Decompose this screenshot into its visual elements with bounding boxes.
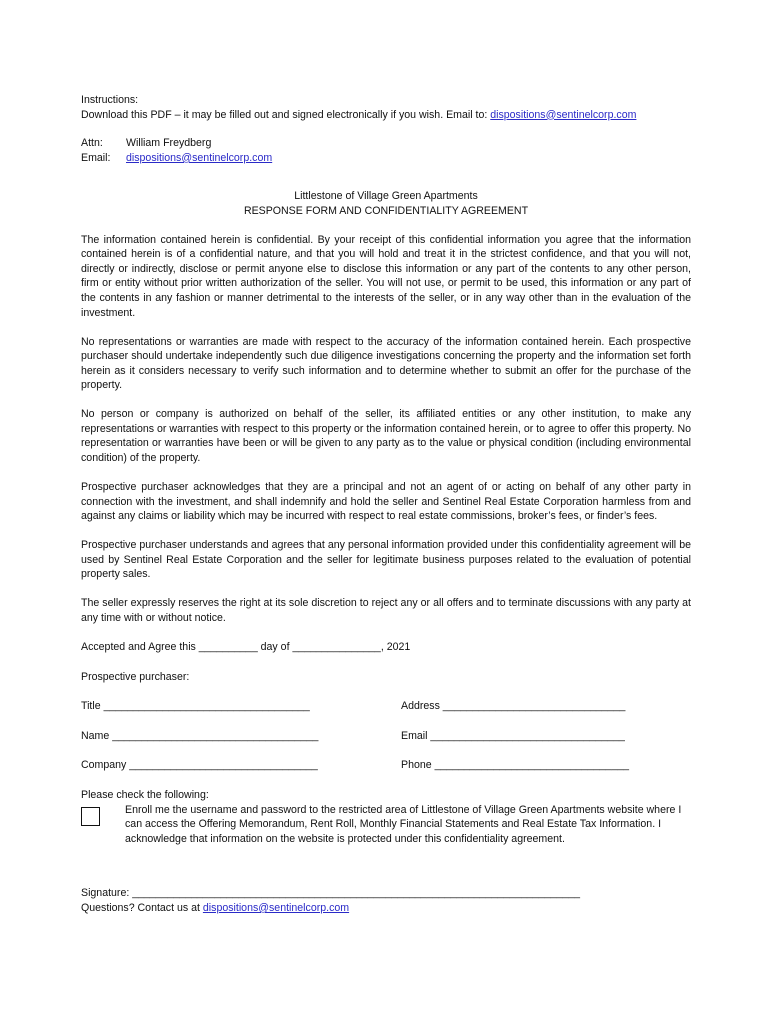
fields-row-1 — [81, 699, 691, 714]
enroll-text: Enroll me the username and password to the restricted area of Littlestone of Village Green Apartments website where I can access the Offering Memorandum, Rent Roll, Monthly Financial Statements and Real Estate Tax Information. I acknowledge that information on the website is protected under this confidentiality agreement. — [125, 803, 682, 845]
email-row — [81, 151, 691, 166]
fields-row-3 — [81, 758, 691, 773]
enroll-row — [81, 803, 691, 847]
questions-email-link[interactable]: dispositions@sentinelcorp.com — [202, 901, 350, 914]
instructions-label: Instructions: — [81, 94, 139, 106]
fields-row-2 — [81, 729, 691, 744]
document-page — [81, 93, 691, 916]
download-email-link[interactable]: dispositions@sentinelcorp.com — [490, 108, 637, 121]
attn-label: Attn: — [81, 137, 103, 150]
paragraph-no-representations: No representations or warranties are made with respect to the accuracy of the information contained herein. Each prospective purchaser should undertake independently such due diligence investigations concerning the property and the information set forth herein as it considers necessary to verify such information and to determine whether to submit an offer for the purchase of the property. — [81, 335, 691, 392]
download-instructions — [81, 108, 691, 123]
contact-email-link[interactable]: dispositions@sentinelcorp.com — [126, 151, 273, 164]
paragraph-seller-rights: The seller expressly reserves the right at its sole discretion to reject any or all offers and to terminate discussions with any party at any time with or without notice. — [81, 597, 691, 624]
property-name: Littlestone of Village Green Apartments — [294, 190, 478, 203]
email-field[interactable]: Email _________________________________ — [401, 729, 625, 742]
check-label: Please check the following: — [81, 788, 209, 801]
purchaser-label: Prospective purchaser: — [81, 670, 190, 683]
paragraph-confidentiality: The information contained herein is confidential. By your receipt of this confidential information you agree that the information contained herein is of a confidential nature, and that you will hold and treat it in the strictest confidence, and that you will not, directly or indirectly, disclose or permit anyone else to disclose this information or any part of the contents to any other person, firm or entity without prior written authorization of the seller. You will not use, or permit to be used, this information or any part of the contents in any fashion or manner detrimental to the interests of the seller, or in any way other than in the evaluation of the investment. — [81, 233, 691, 319]
enroll-checkbox[interactable] — [81, 807, 100, 826]
paragraph-principal: Prospective purchaser acknowledges that they are a principal and not an agent of or acting on behalf of any other party in connection with the investment, and shall indemnify and hold the seller and Sentinel Real Estate Corporation harmless from and against any claims or liability which may be incurred with respect to real estate commissions, broker’s fees, or finder’s fees. — [81, 481, 691, 523]
questions-line — [81, 901, 691, 916]
attn-value: William Freydberg — [126, 137, 212, 150]
accept-line[interactable]: Accepted and Agree this __________ day of _______________, 2021 — [81, 640, 411, 653]
company-field[interactable]: Company ________________________________ — [81, 759, 318, 772]
paragraph-no-authorization: No person or company is authorized on behalf of the seller, its affiliated entities or any other institution, to make any representations or warranties with respect to this property or the information contained herein, or to agree to offer this property. No representation or warranties have been or will be given to any party as to the value or physical condition (including environmental condition) of the property. — [81, 408, 691, 465]
attn-row — [81, 136, 691, 151]
name-field[interactable]: Name ___________________________________ — [81, 729, 319, 742]
questions-text: Questions? Contact us at — [81, 901, 203, 914]
phone-field[interactable]: Phone _________________________________ — [401, 759, 630, 772]
download-text: Download this PDF – it may be filled out and signed electronically if you wish. Email to: — [81, 108, 491, 121]
signature-line[interactable]: Signature: ____________________________________________________________________________ — [81, 887, 581, 900]
address-field[interactable]: Address _______________________________ — [401, 700, 626, 713]
title-field[interactable]: Title ___________________________________ — [81, 700, 310, 713]
form-title: RESPONSE FORM AND CONFIDENTIALITY AGREEMENT — [243, 204, 529, 217]
paragraph-personal-info: Prospective purchaser understands and agrees that any personal information provided under this confidentiality agreement will be used by Sentinel Real Estate Corporation and the seller for legitimate business purposes related to the evaluation of potential property sales. — [81, 539, 691, 581]
email-label: Email: — [81, 151, 111, 164]
